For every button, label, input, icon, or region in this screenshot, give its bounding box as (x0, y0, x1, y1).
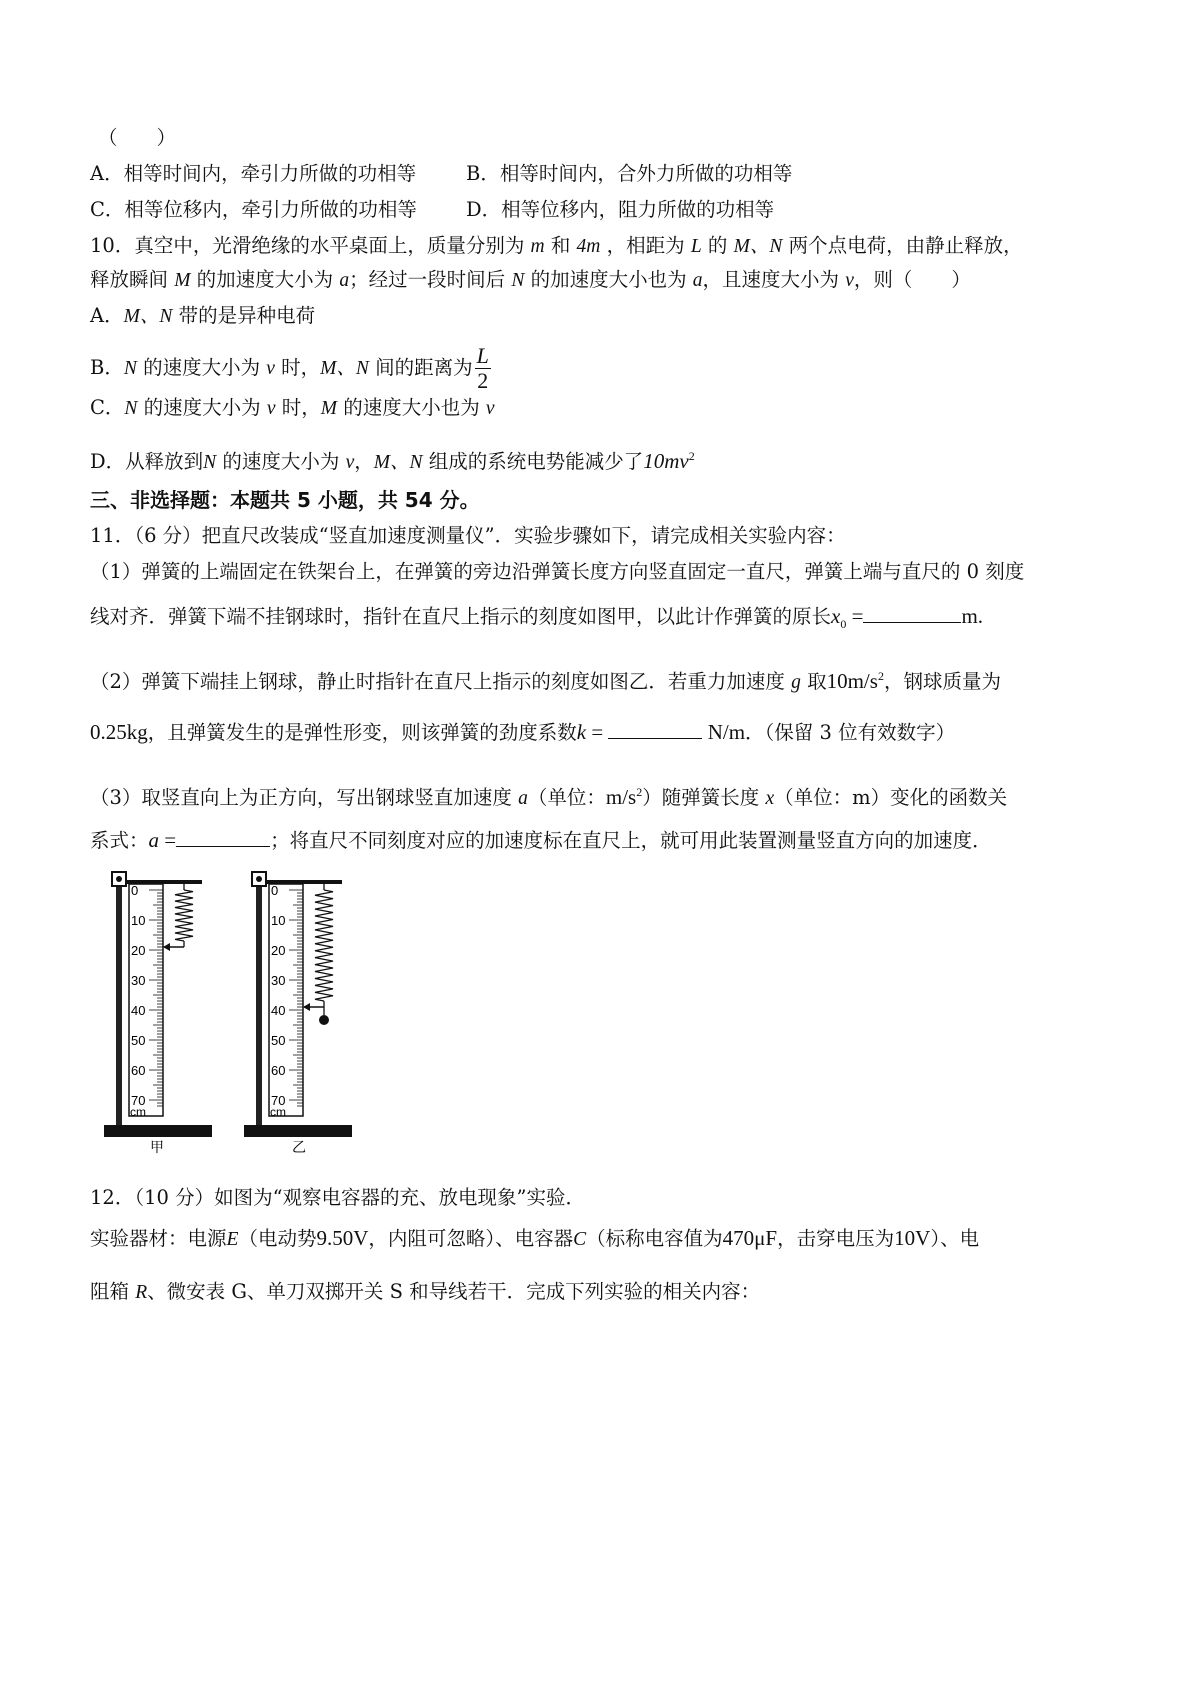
ruler-tick-label: 0 (131, 883, 139, 898)
q10-option-b: B．N 的速度大小为 v 时，M、N 间的距离为 $\frac{L}{2}$ (90, 343, 489, 393)
spring (315, 890, 333, 1001)
ruler-tick-label: 20 (271, 943, 286, 958)
stand-base (104, 1125, 212, 1137)
q11-part1-line1: （1）弹簧的上端固定在铁架台上，在弹簧的旁边沿弹簧长度方向竖直固定一直尺，弹簧上端与直尺的 0 刻度 (90, 560, 1025, 583)
ruler-tick-label: 40 (271, 1003, 286, 1018)
q11-part2-line2: 0.25kg，且弹簧发生的是弹性形变，则该弹簧的劲度系数k = N/m．（保留 3 位有效数字） (90, 720, 956, 744)
steel-ball (319, 1015, 329, 1025)
ruler-tick-label: 10 (131, 913, 146, 928)
q10-stem-line1: 10．真空中，光滑绝缘的水平桌面上，质量分别为 m 和 4m ，相距为 L 的 M、N 两个点电荷，由静止释放， (90, 234, 1023, 257)
q11-part3-line2: 系式：a = ；将直尺不同刻度对应的加速度标在直尺上，就可用此装置测量竖直方向的加速度． (90, 828, 992, 852)
spring-ruler-figure (96, 860, 368, 1165)
q9-paren: （ ） (98, 126, 177, 149)
stand-pole (256, 872, 262, 1125)
answer-blank-x0[interactable] (863, 602, 961, 623)
ruler-tick-label: 20 (131, 943, 146, 958)
apparatus-yi (244, 872, 352, 1137)
q10-option-c: C．N 的速度大小为 v 时，M 的速度大小也为 v (90, 396, 495, 419)
clamp-screw (116, 876, 122, 882)
ruler-tick-label: 70 (271, 1093, 286, 1108)
stand-base (244, 1125, 352, 1137)
q12-line1: 实验器材：电源E（电动势9.50V，内阻可忽略）、电容器C（标称电容值为470μF，击穿电压为10V）、电 (90, 1226, 980, 1250)
answer-blank-k[interactable] (608, 718, 702, 739)
apparatus-jia (104, 872, 212, 1137)
q9-option-c: C．相等位移内，牵引力所做的功相等 (90, 198, 417, 221)
q10-option-a: A．M、N 带的是异种电荷 (90, 304, 316, 327)
spring (175, 890, 193, 941)
clamp-screw (256, 876, 262, 882)
q10-stem-line2: 释放瞬间 M 的加速度大小为 a；经过一段时间后 N 的加速度大小也为 a，且速度大小为 v，则（ ） (90, 268, 971, 291)
pointer-arrow (303, 1003, 310, 1011)
ruler-tick-label: 70 (131, 1093, 146, 1108)
ruler-unit-label: cm (270, 1105, 286, 1119)
ruler-tick-label: 50 (131, 1033, 146, 1048)
ruler-tick-label: 50 (271, 1033, 286, 1048)
q11-part3-line1: （3）取竖直向上为正方向，写出钢球竖直加速度 a（单位：$m/s^2$）随弹簧长度 x（单位：m）变化的函数关 (90, 785, 1008, 809)
q9-option-b: B．相等时间内，合外力所做的功相等 (466, 162, 793, 185)
figure-label-jia: 甲 (150, 1139, 164, 1155)
answer-blank-a[interactable] (176, 826, 270, 847)
ruler-tick-label: 0 (271, 883, 279, 898)
fraction-l-over-2: $\frac{L}{2}$ (476, 343, 489, 393)
ruler-tick-label: 10 (271, 913, 286, 928)
ruler-unit-label: cm (130, 1105, 146, 1119)
q9-option-a: A．相等时间内，牵引力所做的功相等 (90, 162, 417, 185)
ruler-tick-label: 30 (131, 973, 146, 988)
ruler-tick-label: 30 (271, 973, 286, 988)
ruler-tick-label: 60 (271, 1063, 286, 1078)
q11-stem: 11．（6 分）把直尺改装成“竖直加速度测量仪”．实验步骤如下，请完成相关实验内容： (90, 524, 846, 547)
q10-option-d: D．从释放到N 的速度大小为 v，M、N 组成的系统电势能减少了$10mv^2$ (90, 449, 695, 473)
figure-label-yi: 乙 (292, 1139, 306, 1155)
pointer-arrow (163, 943, 170, 951)
section-heading: 三、非选择题：本题共 5 小题，共 54 分。 (90, 488, 480, 512)
q11-part2-line1: （2）弹簧下端挂上钢球，静止时指针在直尺上指示的刻度如图乙．若重力加速度 g 取$10m/s^2$，钢球质量为 (90, 669, 1001, 693)
q12-stem: 12．（10 分）如图为“观察电容器的充、放电现象”实验． (90, 1186, 586, 1209)
ruler-tick-label: 60 (131, 1063, 146, 1078)
stand-pole (116, 872, 122, 1125)
ruler-tick-label: 40 (131, 1003, 146, 1018)
q9-option-d: D．相等位移内，阻力所做的功相等 (466, 198, 775, 221)
q11-part1-line2: 线对齐．弹簧下端不挂钢球时，指针在直尺上指示的刻度如图甲，以此计作弹簧的原长$x_0 = m$. (90, 604, 984, 632)
q12-line2: 阻箱 R、微安表 G、单刀双掷开关 S 和导线若干．完成下列实验的相关内容： (90, 1280, 761, 1303)
